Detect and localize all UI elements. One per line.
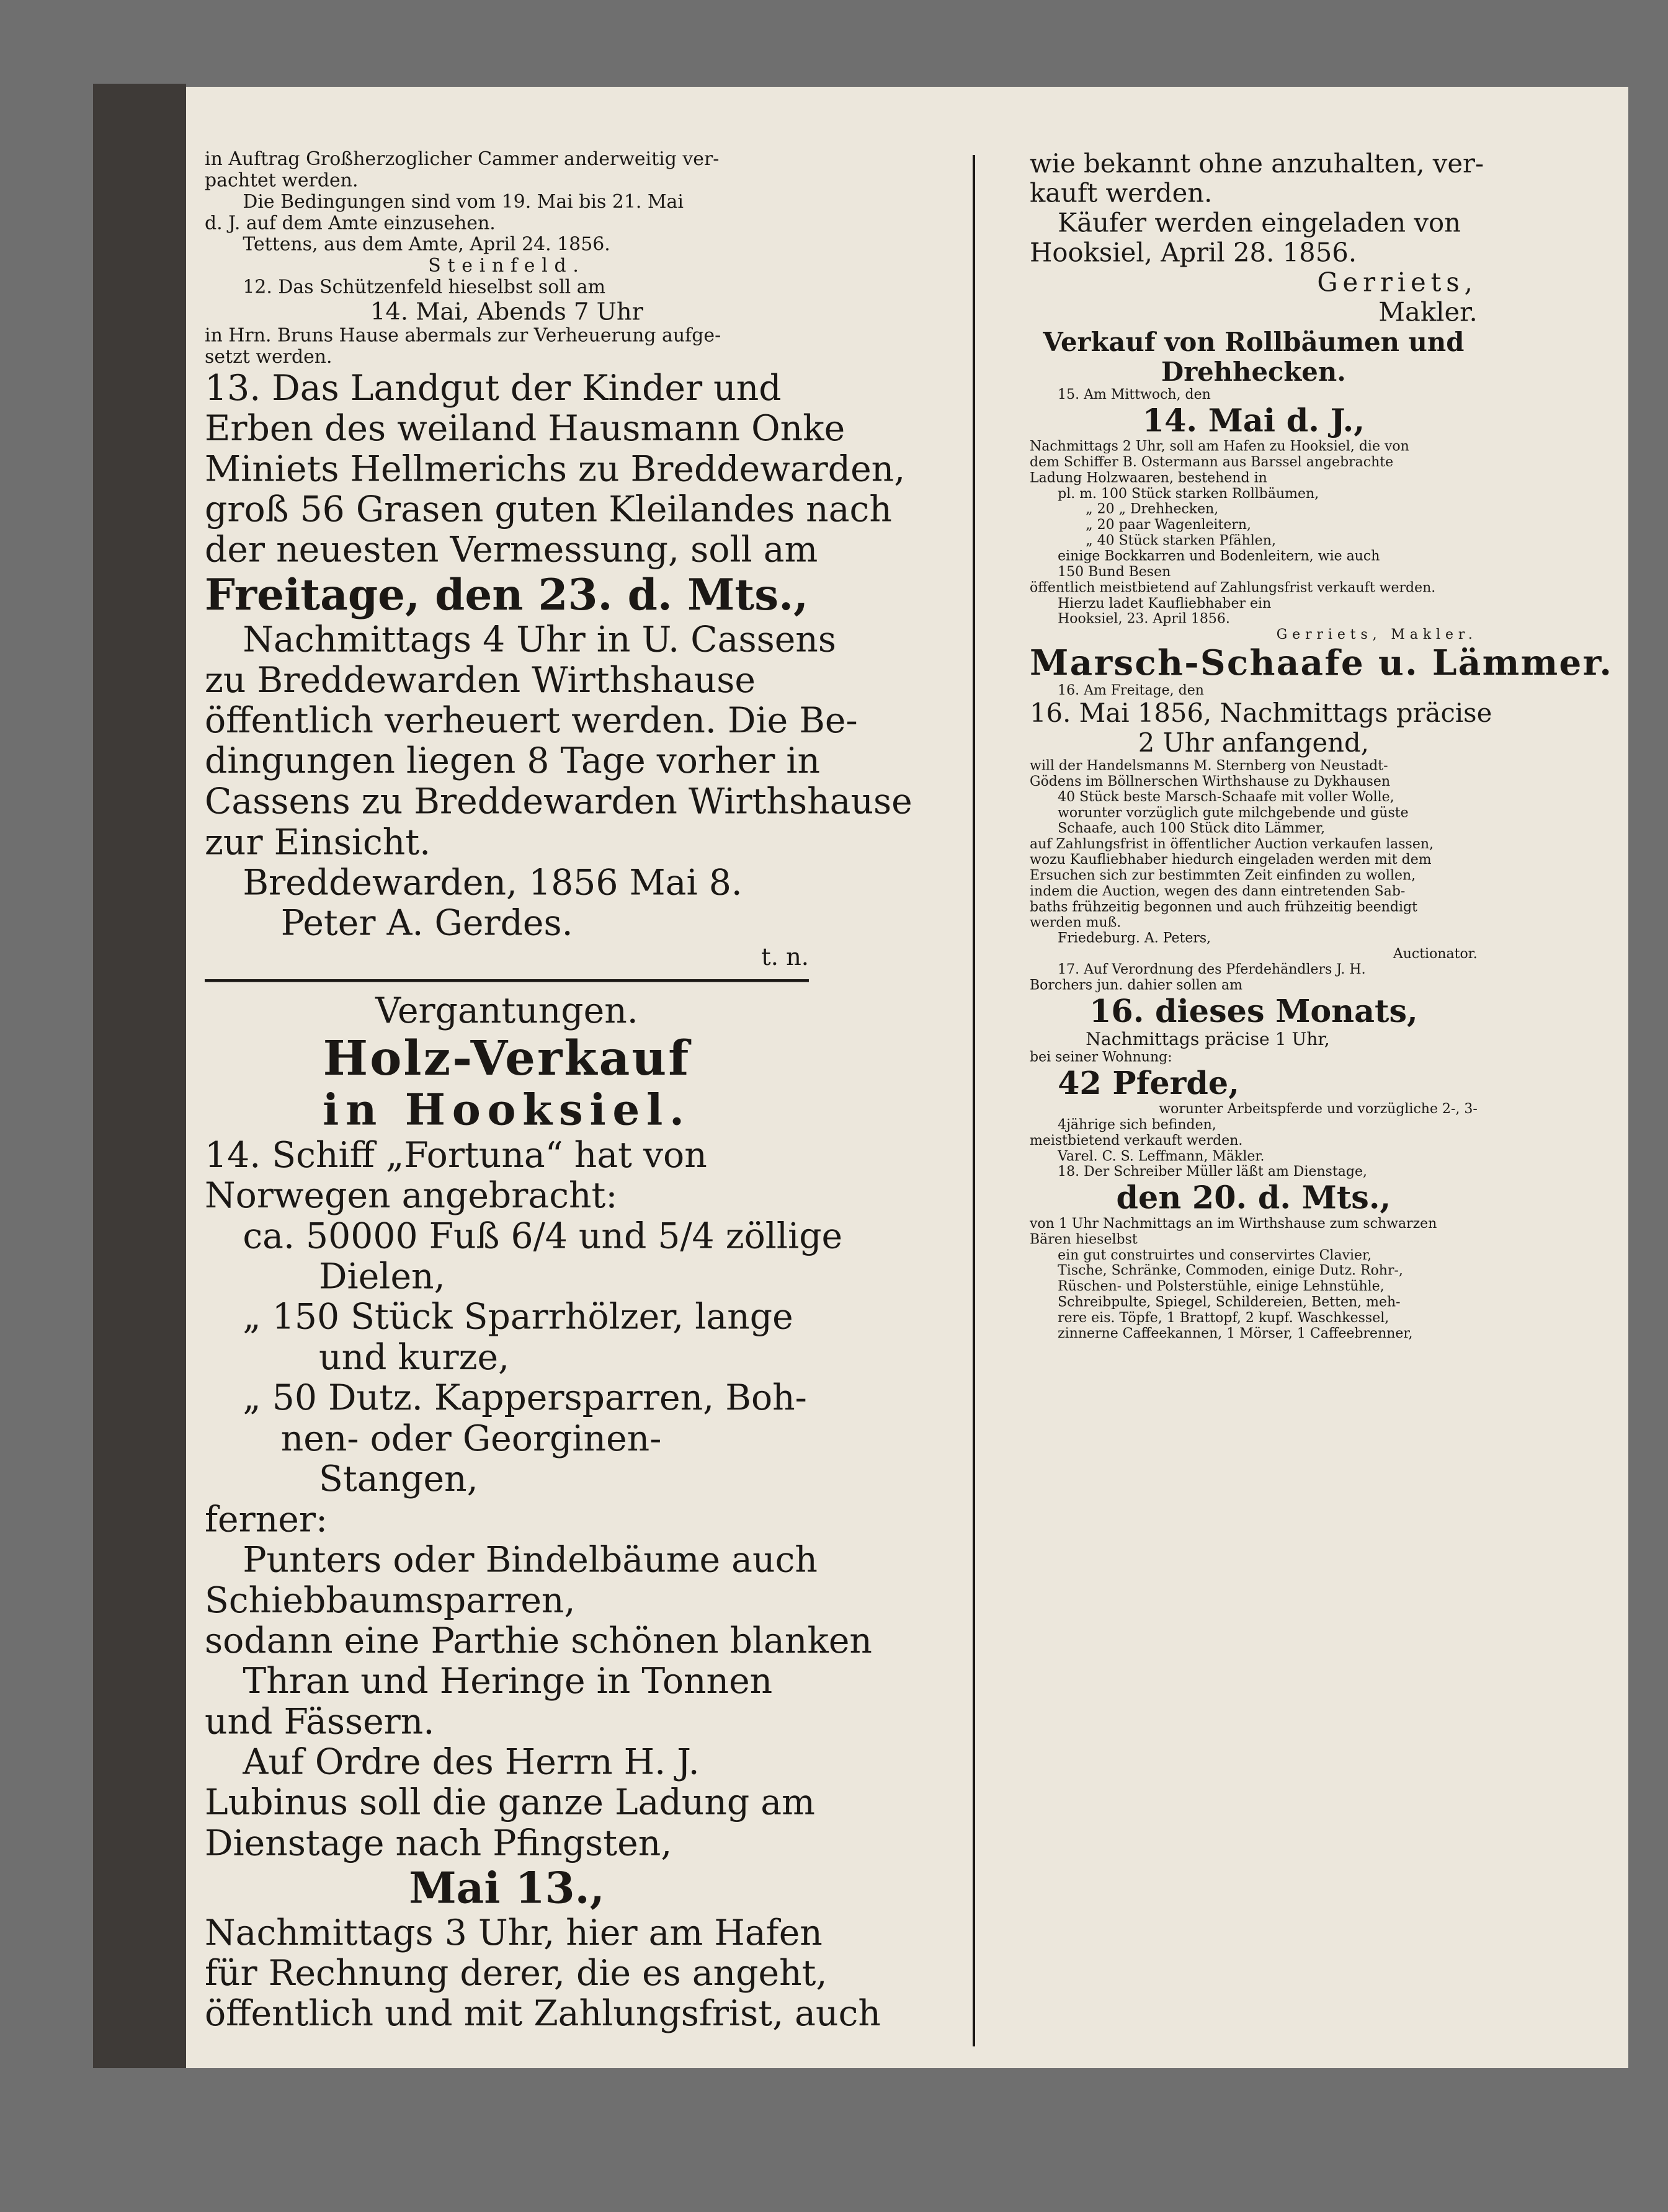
- right-column-line: den 20. d. Mts.,: [1116, 1179, 1391, 1217]
- right-column-line: worunter Arbeitspferde und vorzügliche 2-, 3-: [1159, 1101, 1478, 1117]
- left-column-line: Steinfeld.: [428, 255, 586, 277]
- right-column-line: Gödens im Böllnerschen Wirthshause zu Dykhausen: [1030, 773, 1391, 789]
- right-column-line: Schaafe, auch 100 Stück dito Lämmer,: [1058, 820, 1326, 837]
- left-column-line: [205, 979, 809, 982]
- left-column-line: Nachmittags 3 Uhr, hier am Hafen: [205, 1912, 823, 1953]
- right-column-line: Makler.: [1378, 297, 1478, 327]
- right-column-line: 17. Auf Verordnung des Pferdehändlers J. H.: [1058, 961, 1366, 977]
- right-column-line: 15. Am Mittwoch, den: [1058, 386, 1211, 402]
- left-column-line: setzt werden.: [205, 346, 332, 368]
- left-column-line: Breddewarden, 1856 Mai 8.: [243, 862, 743, 904]
- left-column-line: zu Breddewarden Wirthshause: [205, 659, 756, 701]
- left-column-line: für Rechnung derer, die es angeht,: [205, 1953, 827, 1994]
- right-column-line: 18. Der Schreiber Müller läßt am Dienstage,: [1058, 1163, 1367, 1180]
- right-column-line: auf Zahlungsfrist in öffentlicher Auction verkaufen lassen,: [1030, 836, 1434, 852]
- right-column-line: „ 20 „ Drehhecken,: [1086, 501, 1219, 517]
- right-column-line: rere eis. Töpfe, 1 Brattopf, 2 kupf. Waschkessel,: [1058, 1310, 1389, 1326]
- right-column-line: 14. Mai d. J.,: [1142, 402, 1365, 439]
- right-column-line: öffentlich meistbietend auf Zahlungsfrist verkauft werden.: [1030, 579, 1436, 595]
- left-column-line: Schiebbaumsparren,: [205, 1579, 576, 1621]
- left-column-line: Miniets Hellmerichs zu Breddewarden,: [205, 448, 906, 490]
- left-column-line: Nachmittags 4 Uhr in U. Cassens: [243, 619, 836, 660]
- right-column-line: einige Bockkarren und Bodenleitern, wie auch: [1058, 548, 1380, 564]
- book-edge: [93, 84, 186, 2068]
- left-column-line: Tettens, aus dem Amte, April 24. 1856.: [243, 233, 610, 255]
- left-column-line: d. J. auf dem Amte einzusehen.: [205, 212, 496, 234]
- left-column-line: Vergantungen.: [375, 990, 638, 1031]
- right-column-line: ein gut construirtes und conservirtes Clavier,: [1058, 1246, 1372, 1263]
- left-column-line: nen- oder Georginen-: [280, 1418, 662, 1459]
- left-column-line: sodann eine Parthie schönen blanken: [205, 1620, 872, 1661]
- right-column-line: Tische, Schränke, Commoden, einige Dutz. Rohr-,: [1058, 1263, 1403, 1279]
- right-column-line: Marsch-Schaafe u. Lämmer.: [1030, 642, 1613, 683]
- right-column-line: Rüschen- und Polsterstühle, einige Lehnstühle,: [1058, 1278, 1385, 1294]
- right-column-line: Hooksiel, April 28. 1856.: [1030, 238, 1357, 268]
- right-column-line: Varel. C. S. Leffmann, Mäkler.: [1058, 1148, 1265, 1164]
- right-column-line: 42 Pferde,: [1058, 1064, 1239, 1102]
- right-column-line: 16. Am Freitage, den: [1058, 682, 1204, 698]
- right-column-line: von 1 Uhr Nachmittags an im Wirthshause zum schwarzen: [1030, 1215, 1437, 1232]
- right-column-line: 2 Uhr anfangend,: [1138, 727, 1370, 758]
- left-column-line: „ 150 Stück Sparrhölzer, lange: [243, 1296, 793, 1338]
- right-column-line: wie bekannt ohne anzuhalten, ver-: [1030, 148, 1484, 179]
- right-column-line: Hierzu ladet Kaufliebhaber ein: [1058, 595, 1272, 611]
- left-column-line: Stangen,: [319, 1458, 478, 1499]
- left-column-line: Punters oder Bindelbäume auch: [243, 1539, 818, 1581]
- left-column-line: Holz-Verkauf: [323, 1030, 691, 1086]
- left-column-line: Norwegen angebracht:: [205, 1175, 618, 1216]
- right-column-line: Schreibpulte, Spiegel, Schildereien, Betten, meh-: [1058, 1294, 1401, 1310]
- right-column-line: 150 Bund Besen: [1058, 564, 1171, 580]
- right-column-line: Borchers jun. dahier sollen am: [1030, 977, 1242, 993]
- right-column-line: indem die Auction, wegen des dann eintretenden Sab-: [1030, 883, 1406, 899]
- left-column: [205, 148, 912, 2035]
- right-column-line: Drehhecken.: [1161, 357, 1346, 387]
- right-column-line: meistbietend verkauft werden.: [1030, 1132, 1243, 1148]
- left-column-line: Thran und Heringe in Tonnen: [243, 1661, 773, 1702]
- right-column: [1030, 148, 1613, 1341]
- right-column-line: Auctionator.: [1393, 946, 1478, 962]
- left-column-line: in Hooksiel.: [323, 1085, 691, 1135]
- left-column-line: Die Bedingungen sind vom 19. Mai bis 21. Mai: [243, 191, 684, 213]
- right-column-line: 4jährige sich befinden,: [1058, 1116, 1216, 1133]
- left-column-line: in Hrn. Bruns Hause abermals zur Verheuerung aufge-: [205, 325, 721, 347]
- left-column-line: und Fässern.: [205, 1701, 435, 1743]
- right-column-line: Bären hieselbst: [1030, 1231, 1138, 1247]
- right-column-line: zinnerne Caffeekannen, 1 Mörser, 1 Caffeebrenner,: [1058, 1325, 1413, 1341]
- left-column-line: Cassens zu Breddewarden Wirthshause: [205, 781, 912, 822]
- left-column-line: Auf Ordre des Herrn H. J.: [243, 1741, 700, 1783]
- right-column-line: 16. dieses Monats,: [1089, 992, 1418, 1030]
- right-column-line: Friedeburg. A. Peters,: [1058, 930, 1211, 946]
- right-column-line: „ 20 paar Wagenleitern,: [1086, 517, 1252, 533]
- left-column-line: zur Einsicht.: [205, 821, 431, 863]
- left-column-line: und kurze,: [319, 1337, 510, 1378]
- right-column-line: werden muß.: [1030, 914, 1122, 931]
- left-column-line: groß 56 Grasen guten Kleilandes nach: [205, 489, 892, 530]
- column-divider: [973, 155, 975, 2046]
- right-column-line: Hooksiel, 23. April 1856.: [1058, 611, 1230, 627]
- right-column-line: Nachmittags präcise 1 Uhr,: [1086, 1029, 1330, 1050]
- right-column-line: baths frühzeitig begonnen und auch frühzeitig beendigt: [1030, 899, 1417, 915]
- left-column-line: ferner:: [205, 1499, 328, 1540]
- right-column-line: wozu Kaufliebhaber hiedurch eingeladen werden mit dem: [1030, 851, 1432, 868]
- right-column-line: 40 Stück beste Marsch-Schaafe mit voller Wolle,: [1058, 789, 1394, 805]
- left-column-line: Dienstage nach Pfingsten,: [205, 1823, 672, 1864]
- left-column-line: in Auftrag Großherzoglicher Cammer anderweitig ver-: [205, 148, 720, 170]
- right-column-line: Käufer werden eingeladen von: [1058, 208, 1461, 238]
- right-column-line: Verkauf von Rollbäumen und: [1043, 327, 1465, 357]
- left-column-line: Dielen,: [319, 1256, 445, 1297]
- left-column-line: Mai 13.,: [409, 1862, 605, 1913]
- right-column-line: dem Schiffer B. Ostermann aus Barssel angebrachte: [1030, 454, 1394, 470]
- left-column-line: 12. Das Schützenfeld hieselbst soll am: [243, 276, 605, 298]
- right-column-line: bei seiner Wohnung:: [1030, 1049, 1172, 1065]
- right-column-line: Ladung Holzwaaren, bestehend in: [1030, 469, 1267, 486]
- left-column-line: 13. Das Landgut der Kinder und: [205, 367, 782, 409]
- right-column-line: Gerriets,: [1317, 267, 1478, 298]
- left-column-line: Peter A. Gerdes.: [280, 902, 573, 944]
- right-column-line: Gerriets, Makler.: [1276, 626, 1478, 642]
- left-column-line: t. n.: [761, 943, 809, 971]
- right-column-line: worunter vorzüglich gute milchgebende und güste: [1058, 804, 1409, 821]
- right-column-line: will der Handelsmanns M. Sternberg von Neustadt-: [1030, 757, 1388, 774]
- left-column-line: Freitage, den 23. d. Mts.,: [205, 569, 809, 620]
- left-column-line: „ 50 Dutz. Kappersparren, Boh-: [243, 1377, 807, 1419]
- left-column-line: dingungen liegen 8 Tage vorher in: [205, 740, 821, 782]
- right-column-line: kauft werden.: [1030, 178, 1213, 208]
- left-column-line: Erben des weiland Hausmann Onke: [205, 408, 845, 450]
- left-column-line: Lubinus soll die ganze Ladung am: [205, 1782, 815, 1823]
- right-column-line: „ 40 Stück starken Pfählen,: [1086, 532, 1276, 549]
- left-column-line: öffentlich und mit Zahlungsfrist, auch: [205, 1993, 881, 2035]
- right-column-line: Nachmittags 2 Uhr, soll am Hafen zu Hooksiel, die von: [1030, 438, 1409, 455]
- right-column-line: pl. m. 100 Stück starken Rollbäumen,: [1058, 485, 1319, 502]
- left-column-line: öffentlich verheuert werden. Die Be-: [205, 700, 858, 741]
- left-column-line: 14. Mai, Abends 7 Uhr: [370, 297, 643, 326]
- left-column-line: pachtet werden.: [205, 169, 359, 192]
- left-column-line: 14. Schiff „Fortuna“ hat von: [205, 1134, 707, 1176]
- left-column-line: ca. 50000 Fuß 6/4 und 5/4 zöllige: [243, 1215, 843, 1257]
- right-column-line: 16. Mai 1856, Nachmittags präcise: [1030, 698, 1492, 729]
- left-column-line: der neuesten Vermessung, soll am: [205, 529, 818, 571]
- right-column-line: Ersuchen sich zur bestimmten Zeit einfinden zu wollen,: [1030, 867, 1416, 884]
